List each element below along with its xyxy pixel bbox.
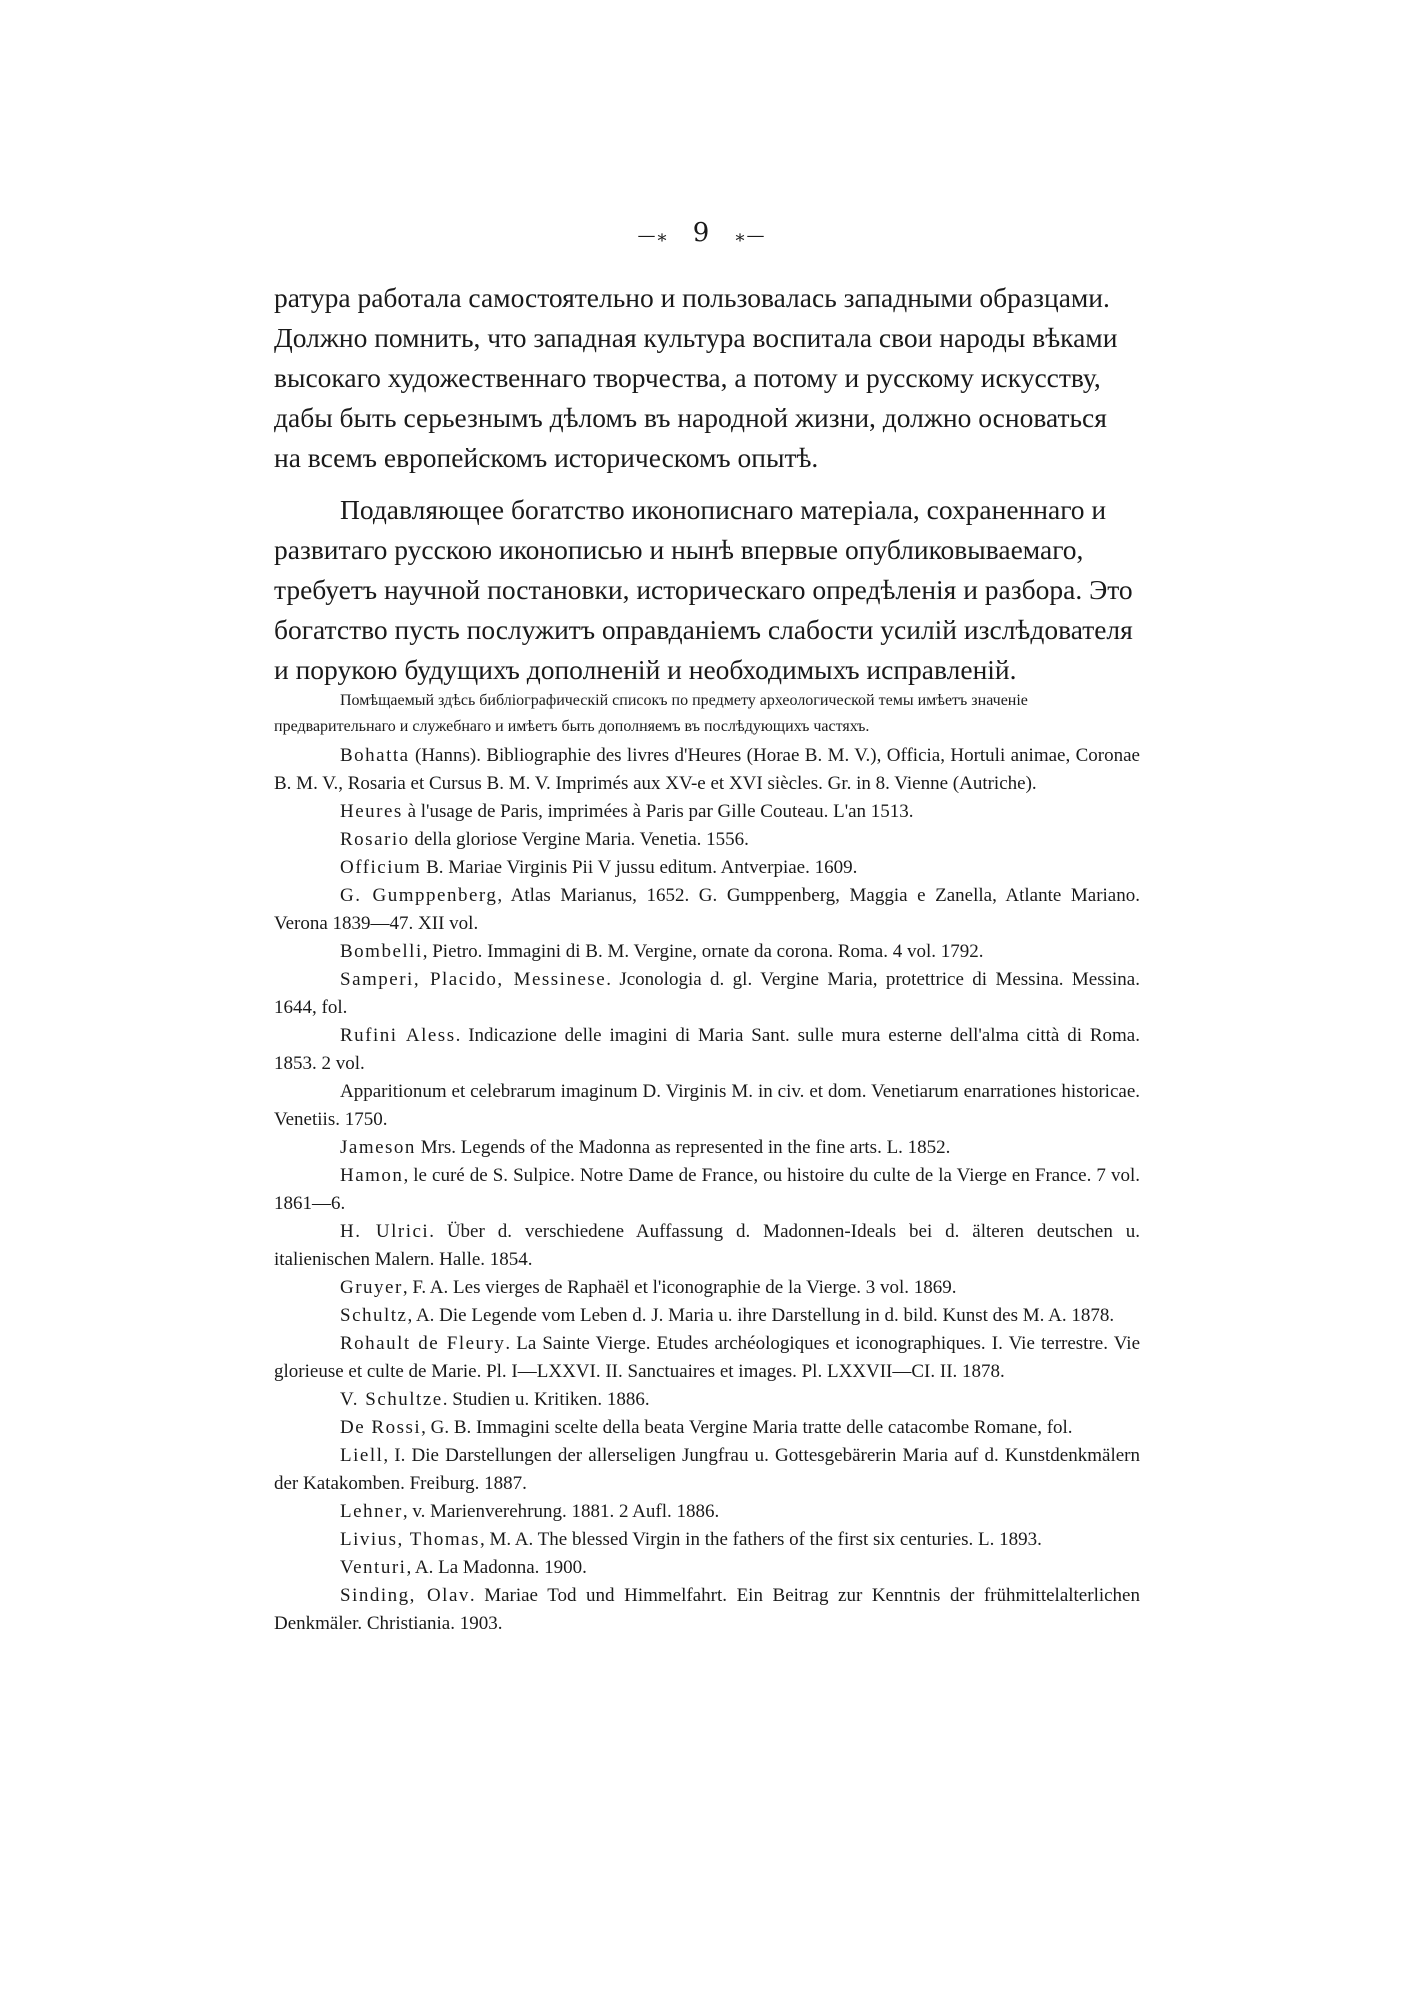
entry-author: Rosario — [340, 829, 410, 850]
bibliography-entry — [274, 1274, 1140, 1302]
bibliography-entry — [274, 1582, 1140, 1638]
entry-text: , G. B. Immagini scelte della beata Vergine Maria tratte delle catacombe Romane, fol. — [421, 1417, 1073, 1438]
bibliography-entry — [274, 1022, 1140, 1078]
entry-text: . La Sainte Vierge. Etudes archéologiques et iconographiques. I. Vie terrestre. Vie glorieuse et culte de Marie. Pl. I—LXXVI. II. Sanctuaires et images. Pl. LXXVII—CI. II. 1878. — [274, 1333, 1140, 1382]
bibliography-entry — [274, 1554, 1140, 1582]
entry-text: , I. Die Darstellungen der allerseligen Jungfrau u. Gottesgebärerin Maria auf d. Kunstdenkmälern der Katakomben. Freiburg. 1887. — [274, 1445, 1140, 1494]
bibliography-entry — [274, 1218, 1140, 1274]
bibliography-entry — [274, 1330, 1140, 1386]
bibliography-entry — [274, 1162, 1140, 1218]
entry-author: Bohatta — [340, 745, 410, 766]
entry-text: , A. La Madonna. 1900. — [406, 1557, 587, 1578]
bibliography-entry — [274, 1078, 1140, 1134]
bibliography-entry — [274, 1526, 1140, 1554]
bibliography-entry — [274, 1498, 1140, 1526]
ornament-left: —⁎ — [637, 225, 669, 246]
entry-author: Schultz — [340, 1305, 408, 1326]
page-number-value: 9 — [692, 218, 712, 248]
bibliography-entry — [274, 798, 1140, 826]
bibliography-entry — [274, 826, 1140, 854]
entry-author: Rufini Aless — [340, 1025, 456, 1046]
entry-author: Jameson — [340, 1137, 416, 1158]
paragraph: Подавляющее богатство иконописнаго матеріала, сохраненнаго и развитаго русскою иконописью и нынѣ впервые опубликовываемаго, требуетъ научной постановки, историческаго опредѣленія и разбора. Это богатство пусть послужитъ оправданіемъ слабости усилій изслѣдователя и порукою будущихъ дополненій и необходимыхъ исправленій. — [274, 494, 1133, 685]
entry-text: , v. Marienverehrung. 1881. 2 Aufl. 1886. — [402, 1501, 720, 1522]
entry-author: Sinding, Olav — [340, 1585, 470, 1606]
entry-author: De Rossi — [340, 1417, 422, 1438]
entry-text: , Atlas Marianus, 1652. G. Gumppenberg, Maggia e Zanella, Atlante Mariano. Verona 1839—47. XII vol. — [274, 885, 1140, 934]
bibliography-entry — [274, 938, 1140, 966]
bibliography-entry — [274, 1302, 1140, 1330]
bibliography-entry — [274, 882, 1140, 938]
entry-author: H. Ulrici — [340, 1221, 430, 1242]
entry-author: Rohault de Fleury — [340, 1333, 506, 1354]
entry-text: B. Mariae Virginis Pii V jussu editum. Antverpiae. 1609. — [421, 857, 858, 878]
entry-text: , M. A. The blessed Virgin in the fathers of the first six centuries. L. 1893. — [479, 1529, 1042, 1550]
entry-text: della gloriose Vergine Maria. Venetia. 1556. — [409, 829, 749, 850]
entry-text: (Hanns). Bibliographie des livres d'Heures (Horae B. M. V.), Officia, Hortuli animae, Coronae B. M. V., Rosaria et Cursus B. M. V. Imprimés aux XV-e et XVI siècles. Gr. in 8. Vienne (Autriche). — [274, 745, 1140, 794]
entry-author: Livius, Thomas — [340, 1529, 480, 1550]
entry-text: . Jconologia d. gl. Vergine Maria, protettrice di Messina. Messina. 1644, fol. — [274, 969, 1140, 1018]
entry-author: Heures — [340, 801, 403, 822]
entry-author: Bombelli — [340, 941, 423, 962]
entry-text: . Mariae Tod und Himmelfahrt. Ein Beitrag zur Kenntnis der frühmittelalterlichen Denkmäler. Christiania. 1903. — [274, 1585, 1140, 1634]
bibliography-entry — [274, 1134, 1140, 1162]
bibliography-entry — [274, 854, 1140, 882]
bibliography-list — [274, 742, 1140, 1638]
entry-text: . Studien u. Kritiken. 1886. — [442, 1389, 650, 1410]
bibliography-entry — [274, 742, 1140, 798]
entry-text: à l'usage de Paris, imprimées à Paris par Gille Couteau. L'an 1513. — [402, 801, 914, 822]
entry-author: G. Gumppenberg — [340, 885, 498, 906]
entry-text: Apparitionum et celebrarum imaginum D. Virginis M. in civ. et dom. Venetiarum enarrationes historicae. Venetiis. 1750. — [274, 1081, 1140, 1130]
bibliography — [274, 688, 1140, 1638]
entry-author: V. Schultze — [340, 1389, 443, 1410]
entry-author: Liell — [340, 1445, 384, 1466]
entry-text: . Über d. verschiedene Auffassung d. Madonnen-Ideals bei d. älteren deutschen u. italienischen Malern. Halle. 1854. — [274, 1221, 1140, 1270]
entry-text: , A. Die Legende vom Leben d. J. Maria u. ihre Darstellung in d. bild. Kunst des M. A. 1878. — [407, 1305, 1115, 1326]
bibliography-intro: Помѣщаемый здѣсь библіографическій списокъ по предмету археологической темы имѣетъ значеніе предварительнаго и служебнаго и имѣетъ быть дополняемъ въ послѣдующихъ частяхъ. — [274, 692, 1028, 735]
entry-author: Hamon — [340, 1165, 404, 1186]
bibliography-entry — [274, 1414, 1140, 1442]
entry-text: , le curé de S. Sulpice. Notre Dame de France, ou histoire du culte de la Vierge en France. 7 vol. 1861—6. — [274, 1165, 1140, 1214]
main-text — [274, 278, 1140, 690]
entry-text: , Pietro. Immagini di B. M. Vergine, ornate da corona. Roma. 4 vol. 1792. — [422, 941, 984, 962]
bibliography-entry — [274, 966, 1140, 1022]
page-number — [0, 218, 1404, 248]
entry-author: Lehner — [340, 1501, 403, 1522]
bibliography-entry — [274, 1386, 1140, 1414]
entry-text: . Indicazione delle imagini di Maria Sant. sulle mura esterne dell'alma città di Roma. 1853. 2 vol. — [274, 1025, 1140, 1074]
bibliography-entry — [274, 1442, 1140, 1498]
entry-author: Samperi, Placido, Messinese — [340, 969, 607, 990]
entry-author: Venturi — [340, 1557, 407, 1578]
entry-text: , F. A. Les vierges de Raphaël et l'iconographie de la Vierge. 3 vol. 1869. — [402, 1277, 957, 1298]
entry-text: Mrs. Legends of the Madonna as represented in the fine arts. L. 1852. — [415, 1137, 951, 1158]
ornament-right: ⁎— — [735, 225, 767, 246]
entry-author: Gruyer — [340, 1277, 403, 1298]
paragraph-continued: ратура работала самостоятельно и пользовалась западными образцами. Должно помнить, что западная культура воспитала свои народы вѣками высокаго художественнаго творчества, а потому и русскому искусству, дабы быть серьезнымъ дѣломъ въ народной жизни, должно основаться на всемъ европейскомъ историческомъ опытѣ. — [274, 282, 1118, 473]
entry-author: Officium — [340, 857, 422, 878]
